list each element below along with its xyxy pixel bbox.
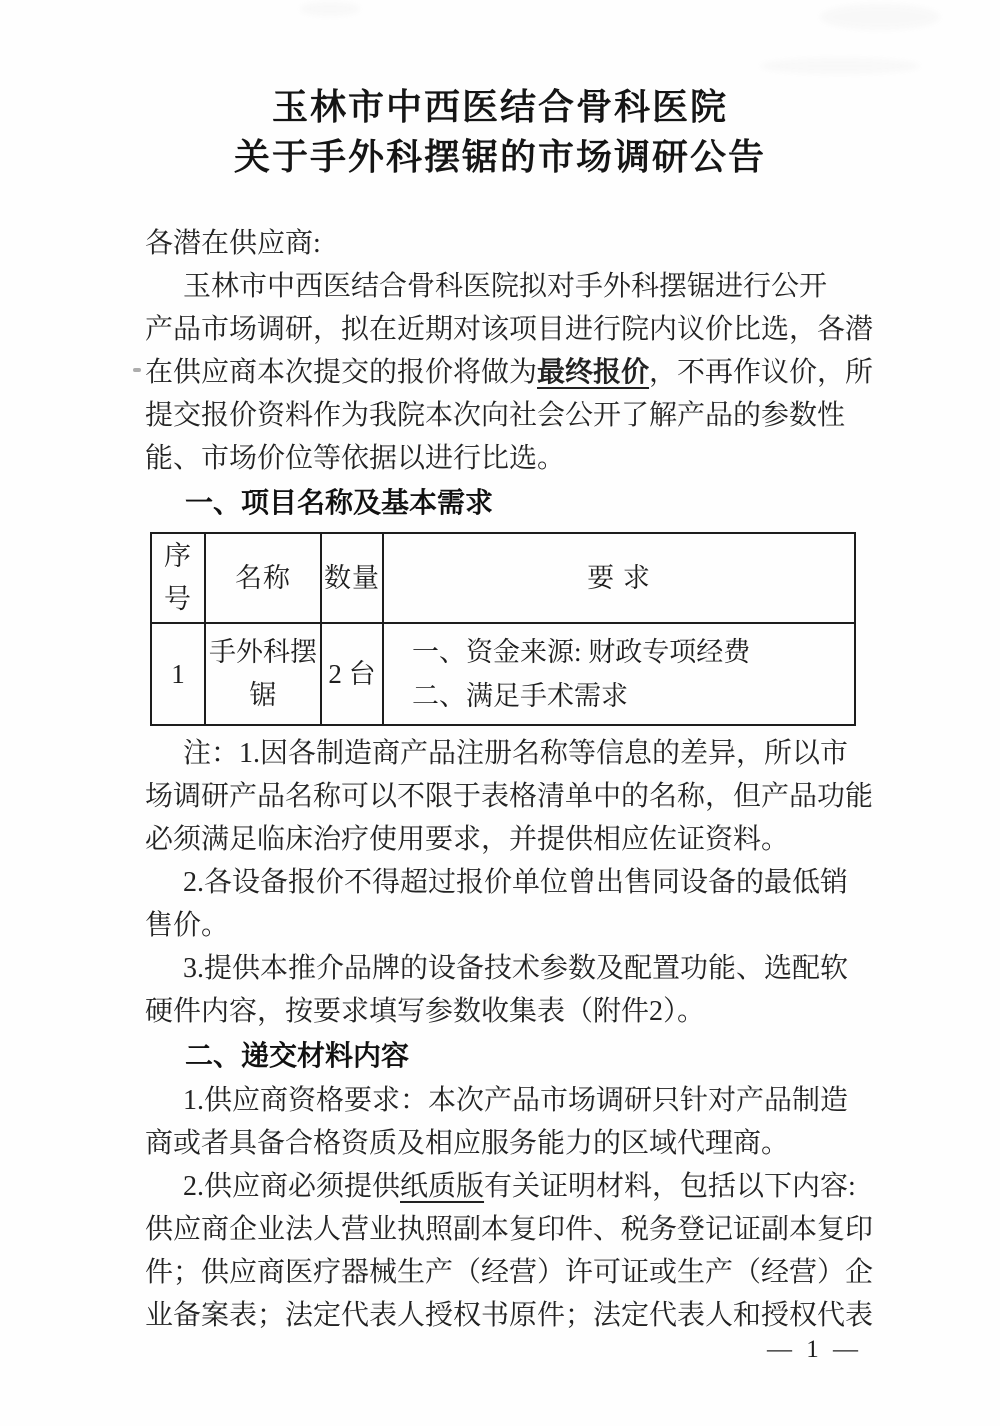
document-title-line1: 玉林市中西医结合骨科医院 bbox=[271, 87, 728, 127]
scan-noise bbox=[760, 58, 920, 74]
para2-line1-pre: 2.供应商必须提供 bbox=[183, 1171, 401, 1202]
requirement-line: 一、资金来源: 财政专项经费 bbox=[412, 637, 751, 667]
requirement-line: 二、满足手术需求 bbox=[412, 681, 628, 711]
intro-line: 玉林市中西医结合骨科医院拟对手外科摆锯进行公开 bbox=[183, 271, 828, 302]
body-line: 供应商企业法人营业执照副本复印件、税务登记证副本复印 bbox=[145, 1214, 874, 1245]
salutation: 各潜在供应商: bbox=[145, 228, 321, 259]
final-offer-emphasis: 最终报价 bbox=[537, 357, 650, 388]
section1-heading: 一、项目名称及基本需求 bbox=[185, 487, 494, 518]
scan-artifact-dot bbox=[133, 368, 141, 372]
intro-line3-pre: 在供应商本次提交的报价将做为 bbox=[145, 357, 538, 388]
section2-heading: 二、递交材料内容 bbox=[185, 1040, 410, 1071]
note-line: 注：1.因各制造商产品注册名称等信息的差异，所以市 bbox=[183, 738, 849, 769]
paper-version-emphasis: 纸质版 bbox=[400, 1171, 485, 1202]
header-cell-qty: 数量 bbox=[321, 533, 383, 623]
intro-line: 产品市场调研，拟在近期对该项目进行院内议价比选，各潜 bbox=[145, 314, 874, 345]
para2-line1-post: 有关证明材料，包括以下内容: bbox=[484, 1171, 856, 1202]
body-line: 商或者具备合格资质及相应服务能力的区域代理商。 bbox=[145, 1128, 790, 1159]
cell-requirements bbox=[383, 623, 855, 725]
intro-line bbox=[145, 351, 874, 394]
intro-line: 提交报价资料作为我院本次向社会公开了解产品的参数性 bbox=[145, 400, 846, 431]
header-cell-req: 要 求 bbox=[383, 533, 855, 623]
note-line: 必须满足临床治疗使用要求，并提供相应佐证资料。 bbox=[145, 824, 790, 855]
document-title bbox=[0, 82, 1000, 182]
note-line: 2.各设备报价不得超过报价单位曾出售同设备的最低销 bbox=[183, 867, 849, 898]
intro-line: 能、市场价位等依据以进行比选。 bbox=[145, 443, 566, 474]
cell-no: 1 bbox=[151, 623, 205, 725]
note-line: 售价。 bbox=[145, 910, 230, 941]
page-number: — 1 — bbox=[767, 1336, 862, 1363]
intro-line3-post: ，不再作议价，所 bbox=[649, 357, 874, 388]
table-row bbox=[151, 623, 855, 725]
header-cell-no: 序号 bbox=[151, 533, 205, 623]
requirements-table bbox=[150, 532, 856, 726]
document-title-line2: 关于手外科摆锯的市场调研公告 bbox=[233, 137, 766, 177]
body-line: 业备案表；法定代表人授权书原件；法定代表人和授权代表 bbox=[145, 1300, 874, 1331]
body-line bbox=[145, 1165, 870, 1208]
cell-name: 手外科摆锯 bbox=[205, 623, 321, 725]
scan-noise bbox=[300, 2, 360, 16]
scan-noise bbox=[820, 4, 940, 30]
note-line: 3.提供本推介品牌的设备技术参数及配置功能、选配软 bbox=[183, 953, 849, 984]
table-header-row bbox=[151, 533, 855, 623]
body-line: 1.供应商资格要求：本次产品市场调研只针对产品制造 bbox=[183, 1085, 849, 1116]
note-line: 场调研产品名称可以不限于表格清单中的名称，但产品功能 bbox=[145, 781, 874, 812]
body-line: 件；供应商医疗器械生产（经营）许可证或生产（经营）企 bbox=[145, 1257, 874, 1288]
cell-qty: 2 台 bbox=[321, 623, 383, 725]
header-cell-name: 名称 bbox=[205, 533, 321, 623]
note-line: 硬件内容，按要求填写参数收集表（附件2）。 bbox=[145, 996, 706, 1027]
document-body bbox=[145, 222, 874, 1337]
